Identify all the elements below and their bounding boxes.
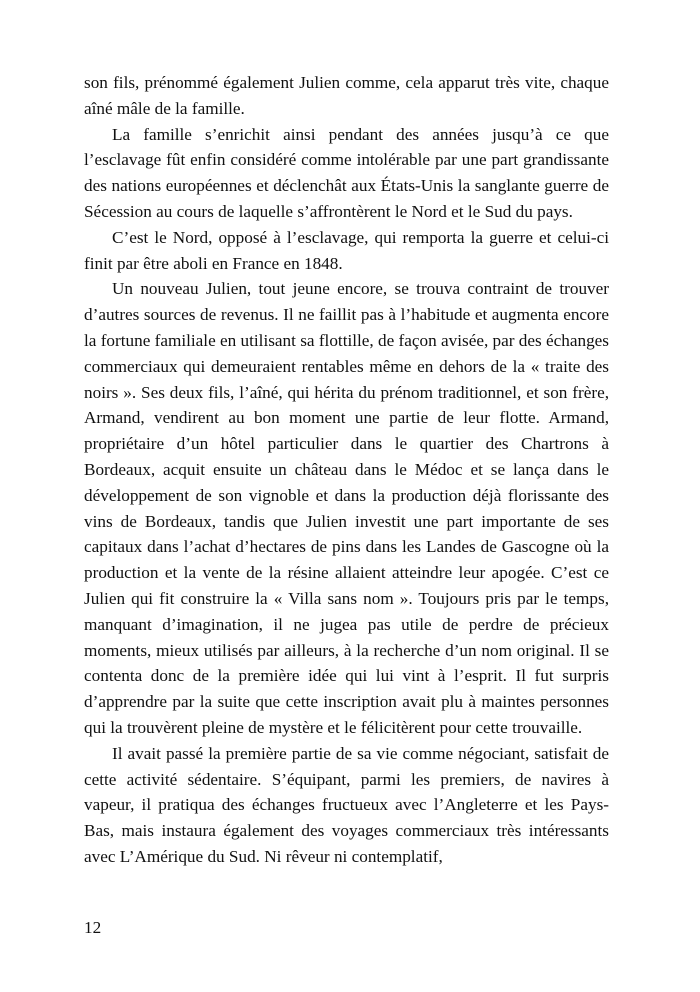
- page-number: 12: [84, 918, 102, 937]
- paragraph-2: La famille s’enrichit ainsi pendant des années jusqu’à ce que l’esclavage fût enfin considéré comme intolérable par une part grandissante des nations européennes et déclenchât aux États-Unis la sanglante guerre de Sécession au cours de laquelle s’affrontèrent le Nord et le Sud du pays.: [84, 124, 609, 221]
- paragraph-1: son fils, prénommé également Julien comme, cela apparut très vite, chaque aîné mâle de la famille.: [84, 73, 609, 118]
- paragraph-5: Il avait passé la première partie de sa vie comme négociant, satisfait de cette activité sédentaire. S’équipant, parmi les premiers, de navires à vapeur, il pratiqua des échanges fructueux avec l’Angleterre et les Pays-Bas, mais instaura également des voyages commerciaux très intéressants avec L’Amérique du Sud. Ni rêveur ni contemplatif,: [84, 743, 609, 866]
- page-body: [84, 70, 609, 870]
- paragraph-4: Un nouveau Julien, tout jeune encore, se trouva contraint de trouver d’autres sources de revenus. Il ne faillit pas à l’habitude et augmenta encore la fortune familiale en utilisant sa flottille, de façon avisée, par des échanges commerciaux qui demeuraient rentables même en dehors de la « traite des noirs ». Ses deux fils, l’aîné, qui hérita du prénom traditionnel, et son frère, Armand, vendirent au bon moment une partie de leur flotte. Armand, propriétaire d’un hôtel particulier dans le quartier des Chartrons à Bordeaux, acquit ensuite un château dans le Médoc et se lança dans le développement de son vignoble et dans la production déjà florissante des vins de Bordeaux, tandis que Julien investit une part importante de ses capitaux dans l’achat d’hectares de pins dans les Landes de Gascogne où la production et la vente de la résine allaient atteindre leur apogée. C’est ce Julien qui fit construire la « Villa sans nom ». Toujours pris par le temps, manquant d’imagination, il ne jugea pas utile de perdre de précieux moments, mieux utilisés par ailleurs, à la recherche d’un nom original. Il se contenta donc de la première idée qui lui vint à l’esprit. Il fut surpris d’apprendre par la suite que cette inscription avait plu à maintes personnes qui la trouvèrent pleine de mystère et le félicitèrent pour cette trouvaille.: [84, 279, 609, 737]
- paragraph-3: C’est le Nord, opposé à l’esclavage, qui remporta la guerre et celui-ci finit par être aboli en France en 1848.: [84, 227, 609, 273]
